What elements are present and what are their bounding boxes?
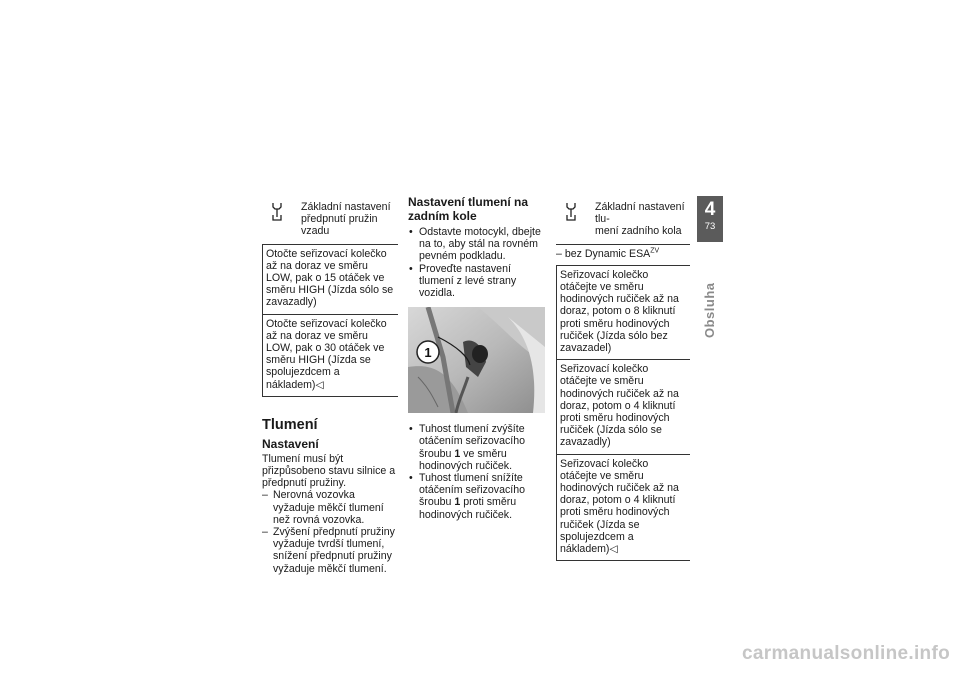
item-ref-number: 1 (454, 496, 461, 509)
end-mark: ◁ (315, 378, 324, 391)
section-title: Tlumení (262, 416, 318, 433)
list-item: • Proveďte nastavení tlumení z levé strany vozidla. (408, 263, 545, 300)
info-header-spring-preload (262, 196, 398, 244)
condition-text: bez Dynamic ESA (564, 247, 651, 260)
item-text: Tuhost tlumení zvýšíte otáčením seřizovacího šroubu (419, 423, 525, 460)
dash-list (262, 489, 398, 574)
info-title-line2: předpnutí pružin vzadu (301, 213, 378, 238)
subsection-title: Nastavení (262, 436, 319, 451)
heading-line1: Nastavení tlumení na (408, 195, 529, 209)
spec-table (262, 244, 398, 396)
spec-row (263, 315, 398, 396)
info-header-damping (556, 196, 690, 244)
spec-row: Seřizovací kolečko otáčejte ve směru hodinových ručiček až na doraz, potom o 8 kliknutí proti směru hodinových ručiček (Jízda sólo bez zavazadel) (557, 266, 690, 360)
list-item (408, 423, 545, 472)
list-item (408, 472, 545, 521)
spec-row (557, 455, 690, 561)
wrench-icon (564, 202, 578, 222)
info-title-line2: mení zadního kola (595, 225, 682, 238)
shock-absorber-photo (408, 307, 545, 413)
column-right (556, 196, 690, 561)
chapter-number: 4 (704, 199, 716, 220)
list-item: – Nerovná vozovka vyžaduje měkčí tlumení než rovná vozovka. (262, 489, 398, 526)
condition-row (556, 245, 690, 265)
list-item: – Zvýšení předpnutí pružiny vyžaduje tvrdší tlumení, snížení předpnutí pružiny vyžaduje měkčí tlumení. (262, 526, 398, 575)
info-title-line1: Základní nastavení (301, 201, 391, 213)
heading-line2: zadním kole (408, 208, 477, 223)
spec-row-text: Seřizovací kolečko otáčejte ve směru hodinových ručiček až na doraz, potom o 4 kliknutí proti směru hodinových ručiček (Jízda se spolujezdcem a nákladem) (560, 457, 679, 556)
wrench-icon (270, 202, 284, 222)
item-text: ve směru hodinových ručiček. (419, 447, 513, 472)
watermark-text: carmanualsonline.info (742, 643, 950, 664)
item-text: proti směru hodinových ručiček. (419, 496, 517, 521)
list-item: • Odstavte motocykl, dbejte na to, aby stál na rovném pevném podkladu. (408, 226, 545, 263)
page-number: 73 (704, 221, 716, 232)
item-text: Tuhost tlumení snížíte otáčením seřizovacího šroubu (419, 472, 525, 509)
intro-paragraph: Tlumení musí být přizpůsobeno stavu silnice a předpnutí pružiny. (262, 452, 396, 490)
condition-row-wrap (556, 244, 690, 265)
condition-sup: ZV (650, 247, 660, 255)
spec-row: Otočte seřizovací kolečko až na doraz ve směru LOW, pak o 15 otáček ve směru HIGH (Jízda sólo se zavazadly) (263, 245, 398, 315)
column-left (262, 196, 398, 575)
chapter-tab (697, 196, 723, 242)
spec-row-text: Otočte seřizovací kolečko až na doraz ve směru LOW, pak o 30 otáček ve směru HIGH (Jízda se spolujezdcem a nákladem) (266, 317, 387, 391)
section-heading (408, 196, 545, 223)
end-mark: ◁ (609, 543, 618, 556)
callout-number: 1 (424, 345, 432, 361)
spec-row: Seřizovací kolečko otáčejte ve směru hodinových ručiček až na doraz, potom o 4 kliknutí proti směru hodinových ručiček (Jízda sólo se zavazadly) (557, 360, 690, 454)
bullet-list-bottom (408, 423, 545, 521)
spec-table (556, 265, 690, 560)
condition-dash: – (556, 247, 565, 260)
info-title-line1: Základní nastavení tlu- (595, 201, 685, 226)
column-middle (408, 196, 545, 521)
section-side-title: Obsluha (702, 282, 717, 338)
item-ref-number: 1 (454, 447, 461, 460)
bullet-list-top (408, 226, 545, 299)
